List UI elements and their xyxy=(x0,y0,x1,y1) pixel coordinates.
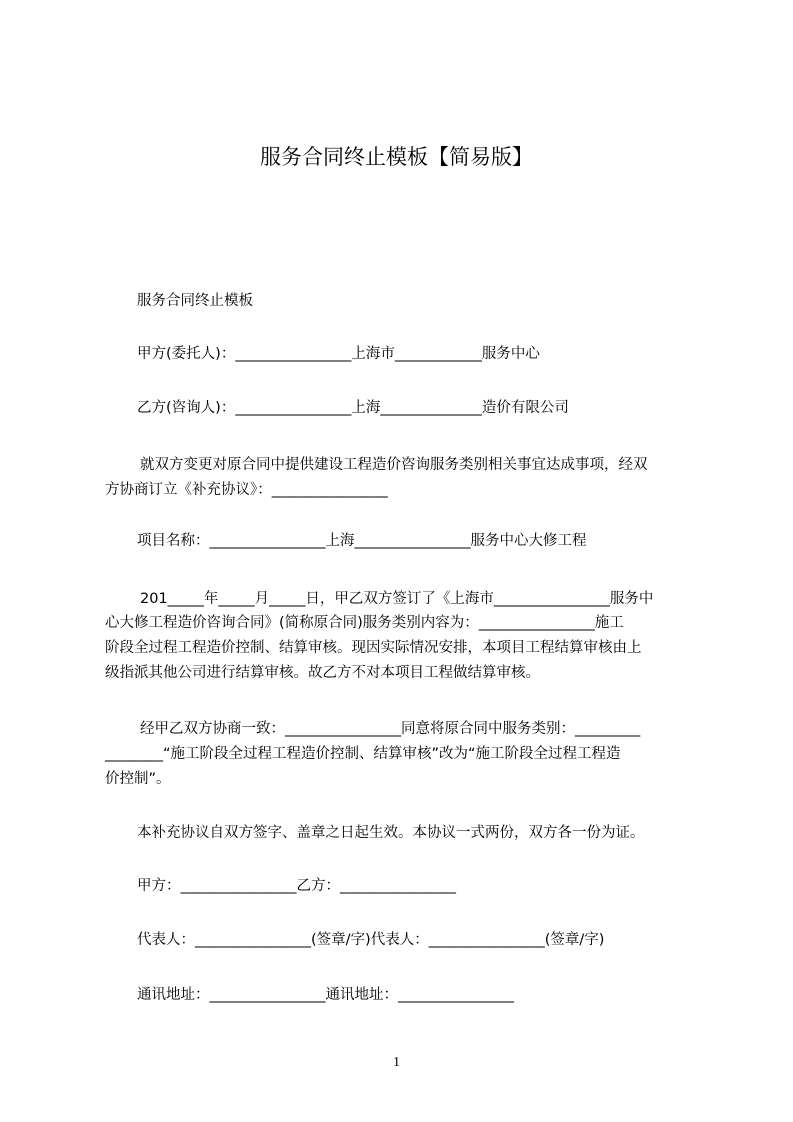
paragraph-line: 价控制”。 xyxy=(105,771,171,787)
paragraph-line: 阶段全过程工程造价控制、结算审核。现因实际情况安排，本项目工程结算审核由上 xyxy=(105,640,642,656)
paragraph-line: ________“施工阶段全过程工程造价控制、结算审核”改为“施工阶段全过程工程造 xyxy=(105,746,621,762)
paragraph-line: 就双方变更对原合同中提供建设工程造价咨询服务类别相关事宜达成事项，经双 xyxy=(140,457,648,473)
signature-addresses: 通讯地址：________________通讯地址：________________ xyxy=(137,987,514,1003)
page-number: 1 xyxy=(393,1055,400,1070)
project-name-line: 项目名称：________________上海________________服务中心大修工程 xyxy=(137,533,587,549)
signature-parties: 甲方：________________乙方：________________ xyxy=(137,878,456,894)
party-b-line: 乙方(咨询人)：________________上海______________造价有限公司 xyxy=(137,400,569,416)
party-a-line: 甲方(委托人)：________________上海市____________服务中心 xyxy=(137,346,540,362)
document-title: 服务合同终止模板【简易版】 xyxy=(260,145,533,169)
signature-representatives: 代表人：________________(签章/字)代表人：________________(签章/字) xyxy=(137,932,605,948)
paragraph-line: 经甲乙双方协商一致：________________同意将原合同中服务类别：_________ xyxy=(140,721,641,737)
paragraph-line: 201_____年_____月_____日，甲乙双方签订了《上海市________________服务中 xyxy=(140,591,654,607)
paragraph-line: 级指派其他公司进行结算审核。故乙方不对本项目工程做结算审核。 xyxy=(105,665,540,681)
paragraph-line: 心大修工程造价咨询合同》(简称原合同)服务类别内容为：________________施工 xyxy=(105,615,624,631)
paragraph-line: 方协商订立《补充协议》：________________ xyxy=(105,482,388,498)
subtitle: 服务合同终止模板 xyxy=(137,293,253,309)
effective-clause: 本补充协议自双方签字、盖章之日起生效。本协议一式两份，双方各一份为证。 xyxy=(137,825,645,841)
